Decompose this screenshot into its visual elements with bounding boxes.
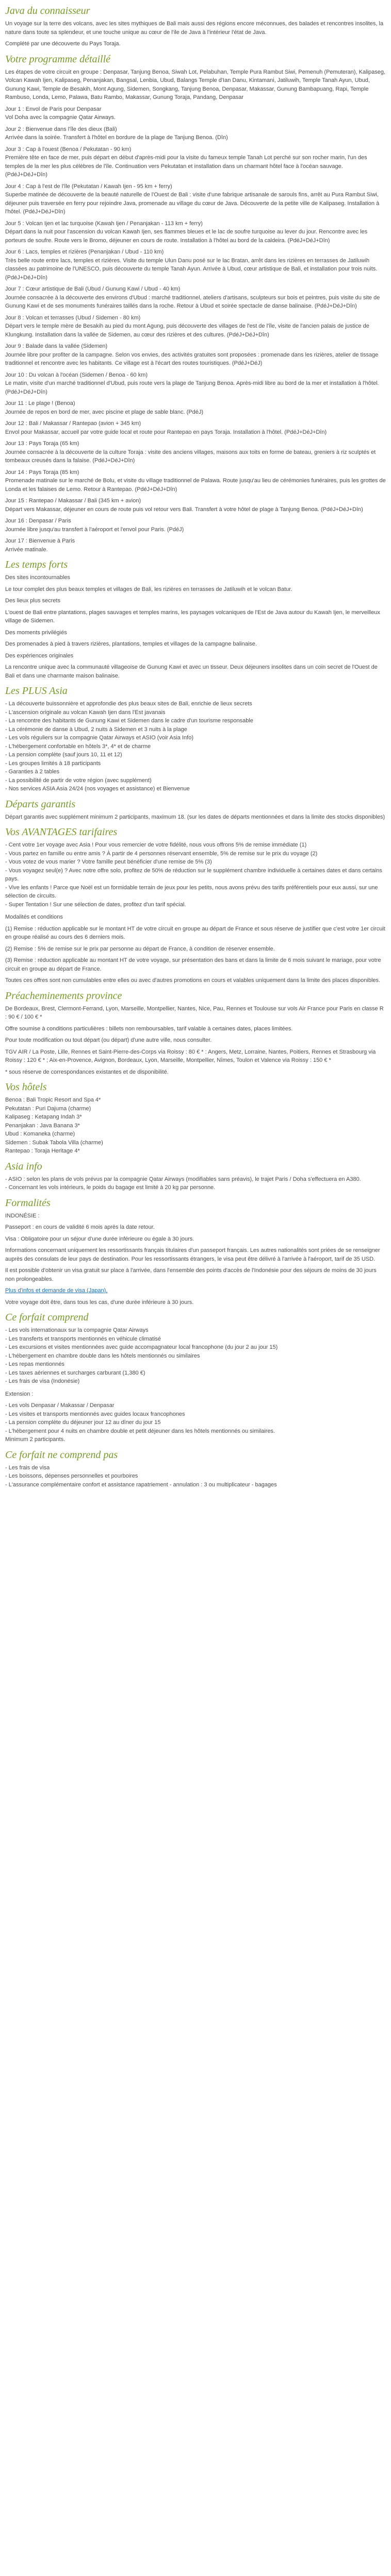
plus-asia-item: - L'ascension originale au volcan Kawah Ijen dans l'Est javanais bbox=[5, 709, 166, 716]
day-title: Jour 2 : Bienvenue dans l'île des dieux (Bali) bbox=[5, 126, 117, 132]
day-item bbox=[5, 537, 386, 554]
day-item bbox=[5, 219, 386, 245]
day-text: Journée consacrée à la découverte de la culture Toraja : visite des anciens villages, maisons aux toits en forme de bateau, greniers à riz sculptés et tombeaux creusés dans la falaise. (PdéJ+DéJ+Dîn) bbox=[5, 449, 376, 464]
forfait-item: - L'hébergement en chambre double dans les hôtels mentionnés ou similaires bbox=[5, 1352, 200, 1359]
plus-asia-section bbox=[5, 684, 386, 793]
day-text: Arrivée dans la soirée. Transfert à l'hôtel en bordure de la plage de Tanjung Benoa. (Dîn) bbox=[5, 134, 228, 141]
hotel-item: Benoa : Bali Tropic Resort and Spa 4* bbox=[5, 1097, 101, 1103]
day-text: Journée libre jusqu'au transfert à l'aéroport et l'envol pour Paris. (PdéJ) bbox=[5, 526, 184, 533]
day-item bbox=[5, 497, 386, 514]
plus-asia-item: - La pension complète (sauf jours 10, 11 et 12) bbox=[5, 752, 122, 758]
non-comprend-list bbox=[5, 1464, 386, 1489]
day-item bbox=[5, 468, 386, 494]
day-title: Jour 3 : Cap à l'ouest (Benoa / Pekutatan - 90 km) bbox=[5, 146, 132, 152]
acheminements-section bbox=[5, 989, 386, 1077]
plus-asia-item: - Les groupes limités à 18 participants bbox=[5, 760, 101, 767]
formalites-link-line bbox=[5, 1286, 386, 1295]
hotel-item: Sidemen : Subak Tabola Villa (charme) bbox=[5, 1139, 103, 1146]
hotels-list bbox=[5, 1096, 386, 1156]
non-comprend-item: - L'assurance complémentaire confort et assistance rapatriement - annulation : 3 ou multiplicateur - bagages bbox=[5, 1481, 277, 1488]
day-title: Jour 11 : Le plage ! (Benoa) bbox=[5, 400, 75, 406]
day-text: Départ vers Makassar, déjeuner en cours de route puis vol retour vers Bali. Transfert à votre hôtel de plage à Tanjung Benoa. (PdéJ+DéJ+Dîn) bbox=[5, 506, 363, 513]
forfait-section bbox=[5, 1311, 386, 1444]
temps-forts-line: Le tour complet des plus beaux temples et villages de Bali, les rizières en terrasses de Jatiluwih et le volcan Batur. bbox=[5, 586, 292, 592]
asia-info-item: - Concernant les vols intérieurs, le poids du bagage est limité à 20 kg par personne. bbox=[5, 1184, 216, 1191]
plus-asia-item: - La découverte buissonnière et approfondie des plus beaux sites de Bali, enrichie de lieux secrets bbox=[5, 701, 252, 707]
day-text: Superbe matinée de découverte de la beauté naturelle de l'Ouest de Bali : visite d'une fabrique artisanale de sarouls fins, arrêt au Pura Rambut Siwi, déjeuner puis traversée en ferry pour rejoindre Java, promenade au village du cœur de Java. Découverte de la petite ville de Kalipaseg. Installation à l'hôtel. (PdéJ+DéJ+Dîn) bbox=[5, 192, 380, 215]
day-text: Journée consacrée à la découverte des environs d'Ubud : marché traditionnel, ateliers d'artisans, sculpteurs sur bois et peintres, puis visite du site de Gunung Kawi et de ses monuments funéraires taillés dans la roche. Retour à Ubud et soirée spectacle de danse balinaise. (PdéJ+DéJ+Dîn) bbox=[5, 294, 380, 309]
day-title: Jour 10 : Du volcan à l'océan (Sidemen / Benoa - 60 km) bbox=[5, 371, 148, 378]
day-item bbox=[5, 145, 386, 179]
non-comprend-section bbox=[5, 1448, 386, 1489]
avantages-list bbox=[5, 841, 386, 909]
day-title: Jour 1 : Envol de Paris pour Denpasar bbox=[5, 106, 102, 112]
day-item bbox=[5, 399, 386, 416]
plus-asia-item: - La rencontre des habitants de Gunung Kawi et Sidemen dans le cadre d'un tourisme responsable bbox=[5, 718, 253, 724]
plus-asia-list bbox=[5, 700, 386, 793]
day-text: Promenade matinale sur le marché de Bolu, et visite du village traditionnel de Palawa. Route jusqu'au lieu de cérémonies funéraires, puis les grottes de Londa et les falaises de Lemo. Retour à Rantepao. (PdéJ+DéJ+Dîn) bbox=[5, 478, 386, 493]
day-item bbox=[5, 105, 386, 122]
page bbox=[0, 4, 391, 1498]
visa-info-link[interactable]: Plus d'infos et demande de visa (Japan), bbox=[5, 1287, 108, 1294]
extension-item: - Les vols Denpasar / Makassar / Denpasar bbox=[5, 1402, 115, 1409]
plus-asia-title: Les PLUS Asia bbox=[5, 685, 68, 697]
forfait-title: Ce forfait comprend bbox=[5, 1312, 89, 1323]
day-title: Jour 6 : Lacs, temples et rizières (Penanjakan / Ubud - 110 km) bbox=[5, 249, 164, 255]
plus-asia-item: - La cérémonie de danse à Ubud, 2 nuits à Sidemen et 3 nuits à la plage bbox=[5, 726, 187, 733]
hotel-item: Ubud : Komaneka (charme) bbox=[5, 1131, 75, 1137]
day-title: Jour 12 : Bali / Makassar / Rantepao (avion + 345 km) bbox=[5, 420, 141, 427]
hotel-item: Penanjakan : Java Banana 3* bbox=[5, 1122, 80, 1129]
day-item bbox=[5, 248, 386, 282]
day-item bbox=[5, 285, 386, 311]
day-title: Jour 7 : Cœur artistique de Bali (Ubud / Gunung Kawi / Ubud - 40 km) bbox=[5, 286, 181, 292]
departs-text: Départ garantis avec supplément minimum 2 participants, maximum 18. (sur les dates de départs mentionnées et dans la limite des stocks disponibles) bbox=[5, 814, 385, 820]
avantage-item: - Vous partez en famille ou entre amis ? À partir de 4 personnes réservant ensemble, 5% de remise sur le prix du voyage (2) bbox=[5, 850, 318, 857]
avantage-note: Toutes ces offres sont non cumulables entre elles ou avec d'autres promotions en cours et valables uniquement dans la limite des places disponibles. bbox=[5, 977, 381, 984]
extension-item: - Les visites et transports mentionnés avec guides locaux francophones bbox=[5, 1411, 185, 1417]
avantages-notes bbox=[5, 913, 386, 985]
day-item bbox=[5, 314, 386, 340]
avantages-section bbox=[5, 825, 386, 985]
day-title: Jour 4 : Cap à l'est de l'île (Pekutatan / Kawah Ijen - 95 km + ferry) bbox=[5, 183, 172, 190]
day-item bbox=[5, 125, 386, 142]
avantage-note: Modalités et conditions bbox=[5, 914, 63, 920]
day-text: Vol Doha avec la compagnie Qatar Airways. bbox=[5, 114, 116, 121]
avantage-item: - Cent votre 1er voyage avec Asia ! Pour vous remercier de votre fidélité, nous vous offrons 5% de remise immédiate (1) bbox=[5, 842, 307, 848]
formalites-section bbox=[5, 1196, 386, 1307]
day-title: Jour 5 : Volcan Ijen et lac turquoise (Kawah Ijen / Penanjakan - 113 km + ferry) bbox=[5, 220, 203, 227]
formalites-free-visa: Il est possible d'obtenir un visa gratuit sur place à l'arrivée, dans l'ensemble des points d'accès de l'Indonésie pour des séjours de moins de 30 jours non prolongeables. bbox=[5, 1267, 377, 1282]
extension-title: Extension : bbox=[5, 1391, 34, 1397]
formalites-visa: Visa : Obligatoire pour un séjour d'une durée inférieure ou égale à 30 jours. bbox=[5, 1235, 194, 1242]
day-item bbox=[5, 439, 386, 465]
day-title: Jour 8 : Volcan et terrasses (Ubud / Sidemen - 80 km) bbox=[5, 314, 141, 321]
day-item bbox=[5, 182, 386, 216]
avantage-item: - Vive les enfants ! Parce que Noël est un formidable terrain de jeux pour les petits, nous avons prévu des tarifs préférentiels pour eux aussi, sur une sélection de circuits. bbox=[5, 884, 378, 899]
day-text: Départ dans la nuit pour l'ascension du volcan Kawah Ijen, ses flammes bleues et le lac de soufre turquoise au lever du jour. Rencontre avec les porteurs de soufre. Route vers le Bromo, déjeuner en cours de route. Installation à l'hôtel au bord de la caldeira. (PdéJ+DéJ+Dîn) bbox=[5, 229, 368, 244]
day-text: Première tête en face de mer, puis départ en début d'après-midi pour la visite du fameux temple Tanah Lot perché sur son rocher marin, l'un des temples de la mer les plus célèbres de l'île. Continuation vers Pekutatan et installation dans un charmant hôtel face à l'océan sauvage. (PdéJ+DéJ+Dîn) bbox=[5, 155, 367, 178]
acheminements-title: Préacheminements province bbox=[5, 990, 122, 1002]
plus-asia-item: - L'hébergement confortable en hôtels 3*, 4* et de charme bbox=[5, 743, 151, 750]
programme-section bbox=[5, 53, 386, 554]
formalites-info: Informations concernant uniquement les ressortissants français titulaires d'un passeport français. Les autres nationalités sont priées de se renseigner auprès des consulats de leur pays de destination. Pour les ressortissants étrangers, le visa peut être délivré à l'arrivée à l'aéroport, tarif de 35 USD. bbox=[5, 1247, 380, 1262]
avantage-item: - Vous votez de vous marier ? Votre famille peut bénéficier d'une remise de 5% (3) bbox=[5, 859, 212, 865]
extension-item: Minimum 2 participants. bbox=[5, 1436, 66, 1443]
day-text: Journée de repos en bord de mer, avec piscine et plage de sable blanc. (PdéJ) bbox=[5, 409, 204, 415]
temps-forts-line: Des lieux plus secrets bbox=[5, 598, 60, 604]
plus-asia-item: - La possibilité de partir de votre région (avec supplément) bbox=[5, 777, 152, 784]
forfait-item: - Les vols internationaux sur la compagnie Qatar Airways bbox=[5, 1327, 149, 1333]
day-title: Jour 14 : Pays Toraja (85 km) bbox=[5, 469, 79, 476]
programme-intro: Les étapes de votre circuit en groupe : Denpasar, Tanjung Benoa, Siwah Lot, Pelabuhan, Temple Pura Rambut Siwi, Pemenuh (Pemuteran), Kalipaseg, Volcan Kawah Ijen, Kalipaseg, Penanjakan, Bangsal, Lenbia, Ubud, Balangs Temple d'Ian Danu, Kintamani, Jatiluwih, Temple Tanah Ayun, Ubud, Gunung Kawi, Temple de Besakih, Mont Agung, Sidemen, Songkang, Tanjung Benoa, Denpasar, Makassar, Gunung Bambapuang, Rapi, Temple Rambuso, Londa, Lemo, Palawa, Batu Rambo, Makassar, Gunung Toraja, Pandang, Denpasar bbox=[5, 69, 386, 100]
temps-forts-section bbox=[5, 558, 386, 680]
temps-forts-line: Des expériences originales bbox=[5, 652, 74, 659]
non-comprend-item: - Les boissons, dépenses personnelles et pourboires bbox=[5, 1473, 138, 1479]
asia-info-title: Asia info bbox=[5, 1160, 42, 1172]
acheminements-text-4: TGV AIR / La Poste, Lille, Rennes et Saint-Pierre-des-Corps via Roissy : 80 € * : Angers, Metz, Lorraine, Nantes, Poitiers, Rennes et Strasbourg via Roissy : 120 € * ; Aix-en-Provence, Avignon, Bordeaux, Lyon, Marseille, Montpellier, Nîmes, Toulon et Valence via Roissy : 150 € * bbox=[5, 1048, 376, 1063]
acheminements-text-1: De Bordeaux, Brest, Clermont-Ferrand, Lyon, Marseille, Montpellier, Nantes, Nice, Pau, Rennes et Toulouse sur vols Air France pour Paris en classe R : 90 € / 100 € * bbox=[5, 1005, 384, 1020]
plus-asia-item: - Nos services ASIA Asia 24/24 (nos voyages et assistance) et Bienvenue bbox=[5, 786, 190, 792]
extension-item: - L'hébergement pour 4 nuits en chambre double et petit déjeuner dans les hôtels mentionnés ou similaires. bbox=[5, 1428, 275, 1434]
hotel-item: Rantepao : Toraja Heritage 4* bbox=[5, 1148, 80, 1154]
forfait-item: - Les repas mentionnés bbox=[5, 1361, 64, 1367]
asia-info-list bbox=[5, 1175, 386, 1192]
formalites-passport: Passeport : en cours de validité 6 mois après la date retour. bbox=[5, 1224, 155, 1230]
forfait-item: - Les frais de visa (Indonésie) bbox=[5, 1378, 80, 1384]
hotels-title: Vos hôtels bbox=[5, 1081, 47, 1093]
departs-title: Départs garantis bbox=[5, 798, 76, 810]
temps-forts-lines bbox=[5, 573, 386, 680]
plus-asia-item: - Garanties à 2 tables bbox=[5, 769, 60, 775]
non-comprend-item: - Les frais de visa bbox=[5, 1464, 50, 1471]
avantage-note: (1) Remise : réduction applicable sur le montant HT de votre circuit en groupe au départ de France et sous réserve de justifier que c'est votre 1er circuit en groupe réalisé au cours des 6 derniers mois. bbox=[5, 925, 385, 940]
avantages-title: Vos AVANTAGES tarifaires bbox=[5, 826, 118, 838]
temps-forts-title: Les temps forts bbox=[5, 559, 68, 570]
temps-forts-line: Des sites incontournables bbox=[5, 574, 70, 581]
forfait-item: - Les excursions et visites mentionnées avec guide accompagnateur local francophone (du jour 2 au jour 15) bbox=[5, 1344, 278, 1350]
extension-item: - La pension complète du déjeuner jour 12 au dîner du jour 15 bbox=[5, 1419, 161, 1426]
acheminements-text-5: * sous réserve de correspondances existantes et de disponibilité. bbox=[5, 1069, 169, 1075]
departs-section bbox=[5, 798, 386, 822]
intro-section bbox=[5, 4, 386, 48]
day-title: Jour 15 : Rantepao / Makassar / Bali (345 km + avion) bbox=[5, 498, 141, 504]
hotel-item: Kalipaseg : Ketapang Indah 3* bbox=[5, 1114, 82, 1120]
extension-list bbox=[5, 1401, 386, 1444]
day-text: Le matin, visite d'un marché traditionnel d'Ubud, puis route vers la plage de Tanjung Benoa. Après-midi libre au bord de la mer et installation à l'hôtel. (PdéJ+DéJ+Dîn) bbox=[5, 380, 379, 395]
day-title: Jour 9 : Balade dans la vallée (Sidemen) bbox=[5, 343, 108, 349]
day-title: Jour 13 : Pays Toraja (65 km) bbox=[5, 440, 79, 447]
forfait-item: - Les transferts et transports mentionnés en véhicule climatisé bbox=[5, 1335, 161, 1342]
asia-info-item: - ASIO : selon les plans de vols prévus par la compagnie Qatar Airways (modifiables sans préavis), le trajet Paris / Doha s'effectuera en A380. bbox=[5, 1176, 361, 1182]
day-item bbox=[5, 517, 386, 534]
hotels-section bbox=[5, 1080, 386, 1156]
avantage-note: (3) Remise : réduction applicable au montant HT de votre voyage, sur présentation des bans et dans la limite de 6 mois suivant le mariage, pour votre circuit en groupe au départ de France. bbox=[5, 957, 381, 972]
day-item bbox=[5, 419, 386, 436]
day-text: Départ vers le temple mère de Besakih au pied du mont Agung, puis découverte des villages de l'est de l'île, visite de l'ancien palais de justice de Klungkung. Installation dans la vallée de Sidemen, au cœur des rizières et des cultures. (PdéJ+DéJ+Dîn) bbox=[5, 323, 369, 338]
asia-info-section bbox=[5, 1160, 386, 1192]
day-text: Très belle route entre lacs, temples et rizières. Visite du temple Ulun Danu posé sur le lac Bratan, arrêt dans les rizières en terrasses de Jatiluwih classées au patrimoine de l'UNESCO, puis découverte du temple Tanah Ayun. Arrivée à Ubud, cœur artistique de Bali, et installation pour trois nuits. (PdéJ+DéJ+Dîn) bbox=[5, 257, 378, 281]
intro-title: Java du connaisseur bbox=[5, 5, 90, 16]
day-list bbox=[5, 105, 386, 554]
day-item bbox=[5, 371, 386, 397]
forfait-list bbox=[5, 1326, 386, 1386]
day-text: Arrivée matinale. bbox=[5, 546, 48, 553]
day-item bbox=[5, 342, 386, 368]
formalites-title: Formalités bbox=[5, 1197, 51, 1209]
non-comprend-title: Ce forfait ne comprend pas bbox=[5, 1449, 118, 1461]
avantage-item: - Vous voyagez seul(e) ? Avec notre offre solo, profitez de 50% de réduction sur le supplément chambre individuelle à certaines dates et dans certains pays. bbox=[5, 867, 382, 882]
temps-forts-line: L'ouest de Bali entre plantations, plages sauvages et temples marins, les paysages volcaniques de l'Est de Java autour du Kawah Ijen, le merveilleux village de Sidemen. bbox=[5, 609, 380, 624]
day-title: Jour 17 : Bienvenue à Paris bbox=[5, 538, 75, 544]
avantage-note: (2) Remise : 5% de remise sur le prix par personne au départ de France, à condition de réserver ensemble. bbox=[5, 945, 275, 952]
avantage-item: - Super Tentation ! Sur une sélection de dates, profitez d'un tarif spécial. bbox=[5, 901, 186, 908]
hotel-item: Pekutatan : Puri Dajuma (charme) bbox=[5, 1105, 91, 1112]
programme-title: Votre programme détaillé bbox=[5, 53, 111, 65]
formalites-duration: Votre voyage doit être, dans tous les cas, d'une durée inférieure à 30 jours. bbox=[5, 1299, 194, 1306]
acheminements-text-2: Offre soumise à conditions particulières : billets non remboursables, tarif valable à certaines dates, places limitées. bbox=[5, 1025, 293, 1032]
day-text: Envol pour Makassar, accueil par votre guide local et route pour Rantepao en pays Toraja. Installation à l'hôtel. (PdéJ+DéJ+Dîn) bbox=[5, 429, 327, 435]
temps-forts-line: Des moments privilégiés bbox=[5, 629, 67, 636]
day-title: Jour 16 : Denpasar / Paris bbox=[5, 518, 71, 524]
formalites-country: INDONÉSIE : bbox=[5, 1212, 40, 1219]
forfait-item: - Les taxes aériennes et surcharges carburant (1,380 €) bbox=[5, 1369, 145, 1376]
temps-forts-line: Des promenades à pied à travers rizières, plantations, temples et villages de la campagne balinaise. bbox=[5, 641, 257, 647]
intro-subtitle: Complété par une découverte du Pays Toraja. bbox=[5, 41, 121, 47]
temps-forts-line: La rencontre unique avec la communauté villageoise de Gunung Kawi et avec un tisseur. Deux déjeuners insolites dans un coin secret de l'Ouest de Bali et dans une charmante maison balinaise. bbox=[5, 664, 378, 679]
day-text: Journée libre pour profiter de la campagne. Selon vos envies, des activités gratuites sont proposées : promenade dans les rizières, atelier de tissage traditionnel et rencontre avec les habitants. Ce village est à l'écart des routes touristiques. (PdéJ+DéJ) bbox=[5, 351, 379, 366]
acheminements-text-3: Pour toute modification ou tout départ (ou départ) d'une autre ville, nous consulter. bbox=[5, 1037, 212, 1043]
plus-asia-item: - Les vols réguliers sur la compagnie Qatar Airways et ASIO (voir Asia Info) bbox=[5, 735, 193, 741]
intro-text: Un voyage sur la terre des volcans, avec les sites mythiques de Bali mais aussi des régions encore méconnues, des balades et rencontres insolites, la nature dans toute sa splendeur, et une touche unique au cœur de l'ile de Java à l'intérieur l'état de Java. bbox=[5, 21, 384, 36]
